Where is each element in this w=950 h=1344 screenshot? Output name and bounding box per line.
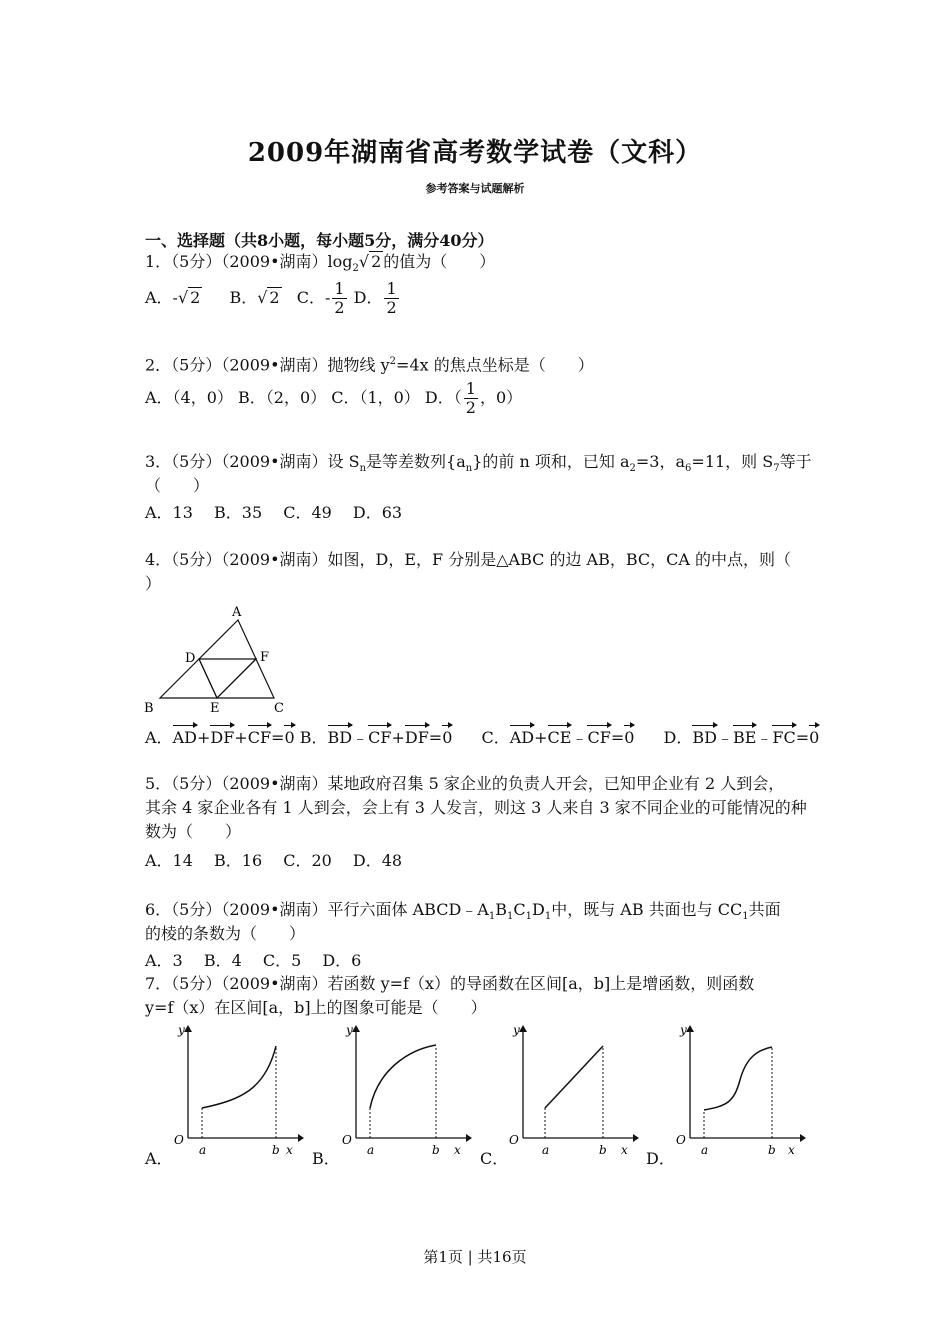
vec-be: BE [733,722,756,747]
label-o: O [174,1133,184,1147]
q1-option-c-label: C．- [296,288,331,307]
curve-b [370,1045,436,1108]
question-7: 7．（5分）（2009•湖南）若函数 y=f（x）的导函数在区间[a，b]上是增函数，则函数 [145,974,755,993]
q6-text-6: 共面 [748,900,781,919]
label-e: E [210,701,220,716]
label-b: b [599,1143,607,1157]
label-a: a [542,1143,550,1157]
q6-sub: 1 [488,911,496,923]
q6-sub: 1 [742,911,749,923]
op: + [196,728,211,747]
label-a: a [701,1143,709,1157]
q3-options: A．13 B．35 C．49 D．63 [145,503,403,522]
q1-log-base: 2 [352,263,359,275]
label-x: x [286,1143,293,1157]
q1-lead: 1．（5分）（2009•湖南）log [145,252,353,271]
vec-cf: CF [368,722,391,747]
q1-c-num: 1 [334,279,345,298]
q2-d-open: （ [453,388,462,407]
question-3 [145,450,812,481]
label-o: O [676,1133,686,1147]
label-x: x [621,1143,628,1157]
page-title: 2009年湖南省高考数学试卷（文科） [247,138,703,168]
label-a: A [232,605,242,620]
q6-options: A．3 B．4 C．5 D．6 [145,951,362,970]
q3-text-6: 等于 [779,452,812,471]
label-b: B [144,701,154,716]
op: + [234,728,248,747]
q1-d-num: 1 [386,279,397,298]
q3-text-3: }的前 n 项和，已知 a [472,452,630,471]
vec-fc: FC [772,722,795,747]
q7-option-a-label: A． [145,1149,173,1168]
q7-graph-a [170,1020,305,1160]
label-y: y [178,1023,185,1037]
q4-option-d [692,728,819,747]
q3-sub-an: n [465,463,473,475]
q6-text-1: 6．（5分）（2009•湖南）平行六面体 ABCD﹣A [145,900,489,919]
label-f: F [260,650,270,665]
label-b: b [768,1143,776,1157]
q6-line-2: 的棱的条数为（ ） [145,924,306,943]
x-arrow-icon [298,1134,304,1142]
label-c: C [274,701,284,716]
q7-graph-b [338,1020,473,1160]
op: ﹣ [352,728,369,747]
q7-option-d-label: D． [646,1149,675,1168]
x-arrow-icon [633,1134,639,1142]
segment-de [199,659,217,698]
x-arrow-icon [466,1134,472,1142]
section-heading: 一、选择题（共8小题，每小题5分，满分40分） [145,231,494,250]
q1-tail: 的值为（ ） [383,252,496,271]
op: + [391,728,405,747]
q6-text-2: B [495,900,507,919]
q3-text-5: =11，则 S [691,452,774,471]
vec-ad: AD [510,722,534,747]
curve-d [704,1047,772,1110]
label-o: O [509,1133,519,1147]
q3-text-2: 是等差数列{a [366,452,466,471]
q4-triangle-figure [140,600,300,720]
q5-line-3: 数为（ ） [145,822,242,841]
label-o: O [342,1133,352,1147]
q3-sub-2: 2 [629,463,636,475]
label-b: b [272,1143,280,1157]
label-y: y [346,1023,353,1037]
label-b: b [432,1143,440,1157]
q4-option-d-label: D． [663,728,693,747]
op: + [534,728,548,747]
y-arrow-icon [352,1025,360,1032]
page-subtitle: 参考答案与试题解析 [425,182,525,195]
vec-bd: BD [692,722,717,747]
question-4: 4．（5分）（2009•湖南）如图，D，E，F 分别是△ABC 的边 AB，BC，CA 的中点，则（ [145,550,792,569]
vec-df: DF [210,722,234,747]
q1-option-b-label: B． [229,288,258,307]
label-a: a [367,1143,375,1157]
q6-sub: 1 [525,911,532,923]
vec-zero: 0 [284,722,294,747]
q1-option-b-radicand: 2 [269,288,280,307]
q2-exponent: 2 [389,356,397,367]
vec-ce: CE [548,722,572,747]
q1-option-c-fraction [332,280,346,317]
label-x: x [788,1143,795,1157]
vec-cf: CF [248,722,271,747]
op: = [271,728,285,747]
q3-line-2: （ ） [145,476,210,495]
q3-text-4: =3，a [635,452,686,471]
q7-option-b-label: B． [312,1149,340,1168]
q1-sqrt: √ 2 [358,252,382,271]
q3-text-1: 3．（5分）（2009•湖南）设 S [145,452,360,471]
label-x: x [454,1143,461,1157]
y-arrow-icon [184,1025,192,1032]
vec-ad: AD [173,722,197,747]
q7-option-c-label: C． [480,1149,509,1168]
q1-c-den: 2 [334,298,345,317]
op: = [428,728,443,747]
page-footer: 第1页 | 共16页 [423,1248,527,1266]
label-d: D [185,651,196,666]
q7-graph-c [505,1020,640,1160]
q2-tail: =4x 的焦点坐标是（ ） [396,355,594,375]
q4-option-c [510,728,635,747]
y-arrow-icon [686,1025,694,1032]
q4-option-c-label: C． [481,728,510,747]
q1-d-den: 2 [386,298,397,317]
q3-sub-6: 6 [685,463,692,475]
q1-option-a-radicand: 2 [190,288,201,307]
y-arrow-icon [519,1025,527,1032]
q5-line-2: 其余 4 家企业各有 1 人到会，会上有 3 人发言，则这 3 人来自 3 家不同企业的可能情况的种 [145,798,807,817]
q1-option-d-label: D． [353,288,383,307]
vec-df: DF [405,722,429,747]
question-1 [145,250,495,281]
q5-options: A．14 B．16 C．20 D．48 [145,851,403,870]
vec-bd: BD [328,722,353,747]
q7-graph-d [672,1020,807,1160]
q6-text-5: 中，既与 AB 共面也与 CC [551,900,743,919]
q4-option-b [328,728,453,747]
q4-option-a-label: A． [145,728,173,747]
label-a: a [199,1143,207,1157]
line-c [545,1046,603,1108]
q2-d-close: ，0） [479,388,523,407]
op: ﹣ [756,728,773,747]
q1-option-d-fraction [384,280,398,317]
vec-zero: 0 [442,722,452,747]
q6-sub: 1 [544,911,552,923]
q4-option-a [173,728,295,747]
op: ﹣ [716,728,733,747]
op: = [610,728,625,747]
q2-d-num: 1 [465,379,476,398]
q2-d-fraction [464,380,478,417]
question-5: 5．（5分）（2009•湖南）某地政府召集 5 家企业的负责人开会，已知甲企业有 2 人到会， [145,774,785,793]
q6-text-4: D [531,900,545,919]
q4-line-2: ） [145,574,162,593]
q2-d-den: 2 [465,398,476,417]
q2-options [145,380,522,417]
q6-text-3: C [513,900,526,919]
curve-a [202,1046,276,1108]
op: ﹣ [571,728,588,747]
vec-zero: 0 [809,722,819,747]
label-y: y [680,1023,687,1037]
x-arrow-icon [800,1134,806,1142]
q1-radicand: 2 [371,252,382,271]
vec-zero: 0 [624,722,634,747]
q1-options: A．-√ 2 B．√ 2 C．- $\frac{1}{2}$ D． $\frac{1}{2}$ [145,279,397,317]
q2-options-text: A．（4，0） B．（2，0） C．（1，0） D． [145,388,454,407]
q3-sub-n: n [359,463,367,475]
q1-option-a-label: A．- [145,288,178,307]
q4-options [145,722,819,748]
q4-option-b-label: B． [299,728,328,747]
label-y: y [513,1023,520,1037]
question-2 [145,350,594,377]
vec-cf: CF [587,722,610,747]
q7-line-2: y=f（x）在区间[a，b]上的图象可能是（ ） [145,998,487,1017]
q6-sub: 1 [506,911,514,923]
segment-fe [217,659,256,698]
op: = [795,728,810,747]
q3-sub-7: 7 [773,463,780,475]
q2-lead: 2．（5分）（2009•湖南）抛物线 y [145,355,390,375]
